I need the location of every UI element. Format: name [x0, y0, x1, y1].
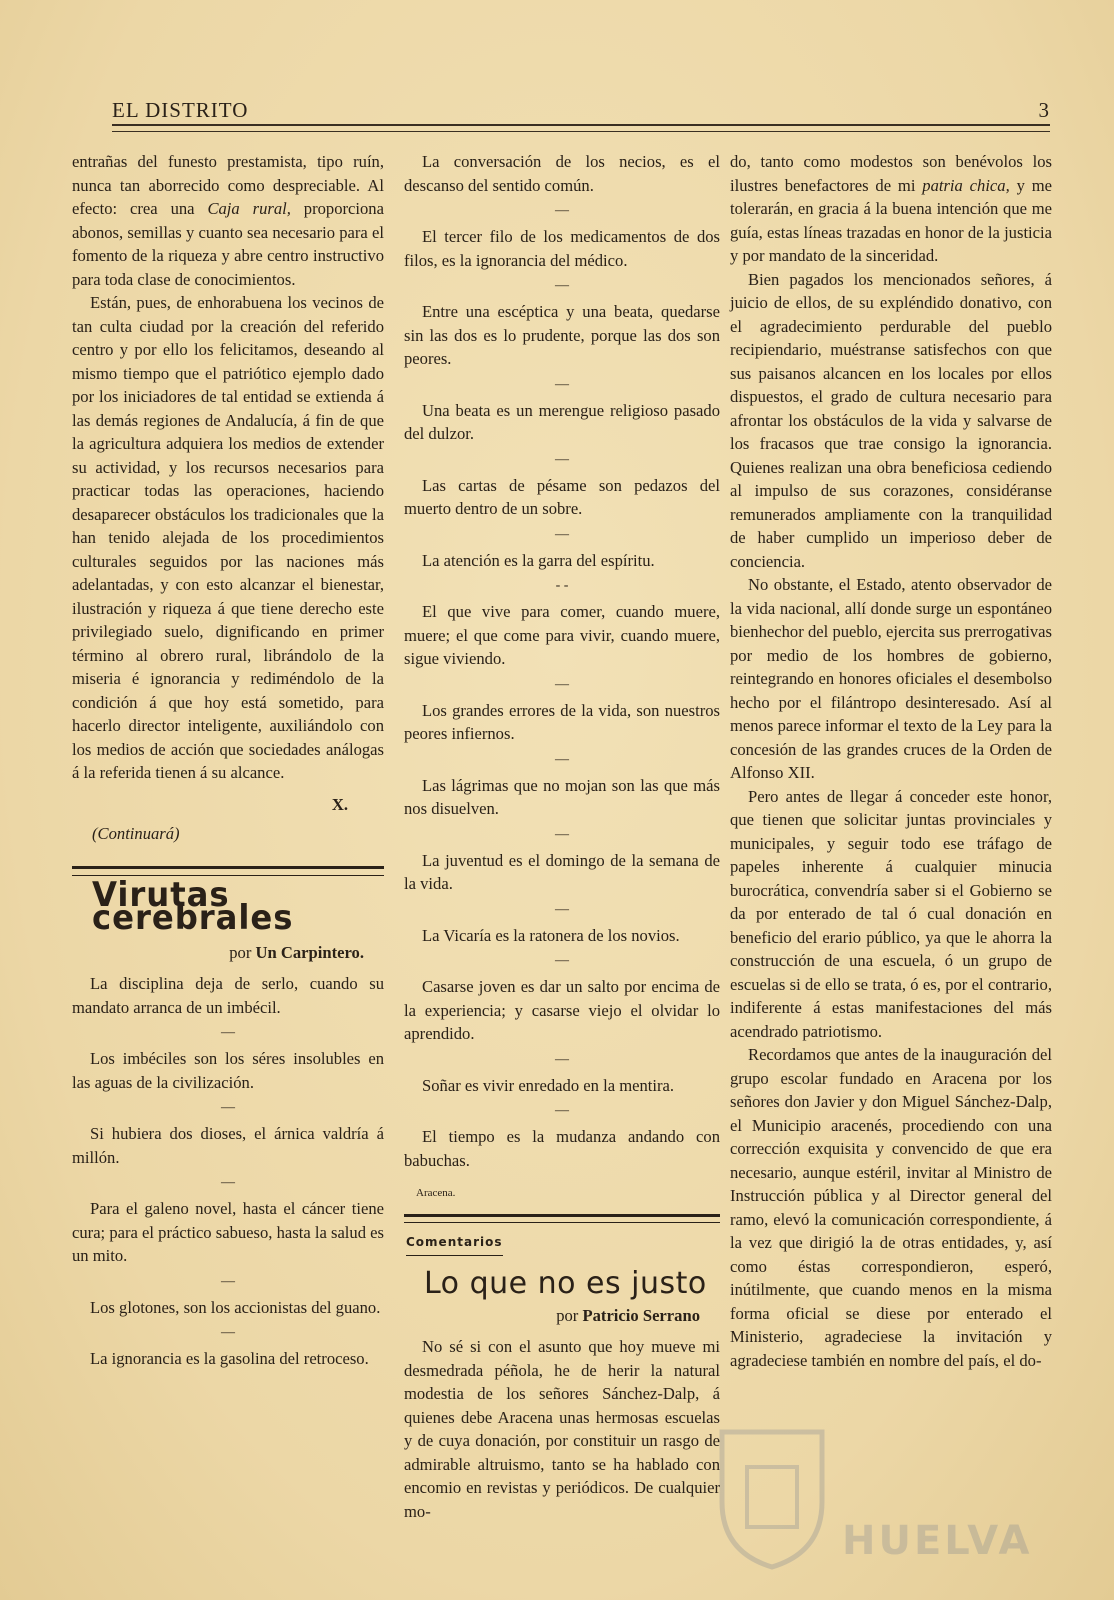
article-paragraph: No sé si con el asunto que hoy mueve mi desmedrada péñola, he de herir la natural modestia de los señores Sánchez-Dalp, á quienes debe Aracena unas hermosas escuelas y de cuya donación, por constituir un rasgo de admirable altruismo, tanto se ha hablado con encomio en revistas y periódicos. De cualquier mo-	[404, 1337, 720, 1521]
header-rule	[112, 124, 1050, 132]
article-paragraph: Están, pues, de enhorabuena los vecinos de tan culta ciudad por la creación del referido centro y por ello los felicitamos, deseando al mismo tiempo que el patriótico ejemplo dado por los iniciadores de tal entidad se extienda á las demás regiones de Andalucía, á fin de que la agricultura adquiera los medios de extender su actividad, y los recursos necesarios para practicar todas las operaciones, haciendo desaparecer obstáculos los tradicionales que la han tenido alejada de los procedimientos culturales seguidos por las naciones más adelantadas, y con esto alcanzar el bienestar, ilustración y riqueza á que tiene derecho este privilegiado suelo, dignificando en primer término al obrero rural, librándolo de la miseria é ignorancia y rediméndolo de la condición á que hoy está sometido, para hacerlo director inteligente, auxiliándolo con los medios de acción que sociedades análogas á la referida tienen á su alcance.	[72, 293, 384, 782]
column-3	[730, 150, 1052, 1372]
aphorism: Para el galeno novel, hasta el cáncer tiene cura; para el práctico sabueso, hasta la salud es un mito.	[72, 1199, 384, 1265]
page-number: 3	[1038, 98, 1050, 122]
separator-dash: - -	[555, 578, 569, 593]
column-2	[404, 150, 720, 1523]
separator-dash: —	[555, 901, 569, 917]
aphorism: El tiempo es la mudanza andando con babuchas.	[404, 1127, 720, 1170]
separator-dash: —	[221, 1025, 235, 1040]
continued-note: (Continuará)	[92, 824, 180, 843]
separator-dash: —	[555, 203, 569, 218]
section-kicker: Comentarios	[406, 1231, 503, 1257]
aphorism: Entre una escéptica y una beata, quedarse sin las dos es lo prudente, porque las dos son peores.	[404, 302, 720, 368]
archive-watermark	[712, 1422, 1033, 1582]
column-1	[72, 150, 384, 1371]
article-paragraph: No obstante, el Estado, atento observador de la vida nacional, allí donde surge un espontáneo bienhechor del pueblo, ejercita sus prerrogativas por medio de los hombres de gobierno, reintegrando en honores oficiales el desembolso hecho por el filántropo desinteresado. Así al menos parece informar el texto de la Ley para la concesión de las grandes cruces de la Orden de Alfonso XII.	[730, 575, 1052, 782]
aphorism: Una beata es un merengue religioso pasado del dulzor.	[404, 400, 720, 443]
separator-dash: —	[555, 826, 569, 842]
aphorism: Las cartas de pésame son pedazos del muerto dentro de un sobre.	[404, 475, 720, 518]
article-headline: Lo que no es justo	[424, 1266, 707, 1301]
article-paragraph: Pero antes de llegar á conceder este honor, que tienen que solicitar juntas provinciales y municipales, y seguir todo ese tráfago de papeles inherente á cualquier minucia burocrática, convendría saber si el Gobierno se da por enterado de tal ó cual donación en beneficio del erario público, ya que le ahorra la construcción de una escuela, ó un grupo de escuelas si de ello se trata, ó es, por el contrario, indiferente á estas manifestaciones del más acendrado patriotismo.	[730, 786, 1052, 1041]
aphorism: La atención es la garra del espíritu.	[422, 550, 655, 570]
separator-dash: —	[555, 376, 569, 392]
separator-dash: —	[555, 751, 569, 767]
aphorism: Los glotones, son los accionistas del guano.	[90, 1297, 381, 1317]
separator-dash: —	[221, 1273, 235, 1289]
aphorism: La disciplina deja de serlo, cuando su mandato arranca de un imbécil.	[72, 974, 384, 1017]
place-line: Aracena.	[416, 1187, 456, 1199]
watermark-text: HUELVA	[842, 1518, 1033, 1564]
section-title: Virutas cerebrales	[92, 874, 294, 938]
separator-dash: —	[555, 953, 569, 968]
aphorism: La conversación de los necios, es el descanso del sentido común.	[404, 152, 720, 195]
signature: X.	[331, 794, 348, 814]
article-paragraph: Bien pagados los mencionados señores, á juicio de ellos, de su expléndido donativo, con el agradecimiento perdurable del pueblo recipiendario, muéstranse satisfechos con que sus paisanos alcancen en los locales por ellos dispuestos, el grado de cultura necesario para afrontar los obstáculos de la vida y salvarse de los fracasos que trae consigo la ignorancia. Quienes realizan una obra beneficiosa cediendo al impulso de sus corazones, considéranse remunerados ampliamente con la tranquilidad de haber cumplido un imperioso deber de conciencia.	[730, 269, 1052, 571]
aphorism: Si hubiera dos dioses, el árnica valdría á millón.	[72, 1124, 384, 1167]
aphorism: La juventud es el domingo de la semana de la vida.	[404, 850, 720, 893]
aphorism: Soñar es vivir enredado en la mentira.	[422, 1075, 675, 1095]
separator-dash: —	[221, 1175, 235, 1190]
byline: por Patricio Serrano	[556, 1305, 700, 1325]
separator-dash: —	[555, 1103, 569, 1118]
separator-dash: —	[555, 451, 569, 467]
section-rule	[404, 1214, 720, 1223]
separator-dash: —	[555, 278, 569, 293]
separator-dash: —	[221, 1100, 235, 1115]
article-paragraph: Recordamos que antes de la inauguración del grupo escolar fundado en Aracena por los señores don Javier y don Miguel Sánchez-Dalp, el Municipio aracenés, procediendo con una corrección exquisita y convencido de que era necesario, aunque estéril, invitar al Ministro de Instrucción pública y al Director general del ramo, elevó la comunicación correspondiente, á la vez que dirigió la de otras entidades, y, así como éstas correspondieron, esperó, inútilmente, que cuando menos en la misma forma oficial se diese por enterado el Ministerio, agradeciese la invitación y agradeciese también en nombre del país, el do-	[730, 1045, 1052, 1370]
aphorism: Los imbéciles son los séres insolubles en las aguas de la civilización.	[72, 1049, 384, 1092]
aphorism: El que vive para comer, cuando muere, muere; el que come para vivir, cuando muere, sigue viviendo.	[404, 602, 720, 668]
aphorism: El tercer filo de los medicamentos de dos filos, es la ignorancia del médico.	[404, 227, 720, 270]
aphorism: La Vicaría es la ratonera de los novios.	[422, 925, 680, 945]
article-paragraph: do, tanto como modestos son benévolos los ilustres benefactores de mi patria chica, y me tolerarán, en gracia á la buena intención que me guía, estas líneas trazadas en honor de la justicia y por mandato de la sinceridad.	[730, 152, 1052, 265]
article-paragraph: entrañas del funesto prestamista, tipo ruín, nunca tan aborrecido como despreciable. Al efecto: crea una Caja rural, proporciona abonos, semillas y cuanto sea necesario para el fomento de la riqueza y abre centro instructivo para toda clase de conocimientos.	[72, 152, 384, 289]
newspaper-title: EL DISTRITO	[112, 98, 249, 122]
separator-dash: —	[221, 1325, 235, 1340]
separator-dash: —	[555, 1051, 569, 1067]
aphorism: La ignorancia es la gasolina del retroceso.	[90, 1349, 369, 1368]
aphorism: Los grandes errores de la vida, son nuestros peores infiernos.	[404, 700, 720, 743]
shield-icon	[712, 1422, 832, 1572]
aphorism: Las lágrimas que no mojan son las que más nos disuelven.	[404, 775, 720, 818]
byline: por Un Carpintero.	[229, 942, 364, 962]
separator-dash: —	[555, 526, 569, 542]
page-header	[112, 96, 1050, 124]
aphorism: Casarse joven es dar un salto por encima de la experiencia; y casarse viejo el olvidar lo aprendido.	[404, 977, 720, 1043]
separator-dash: —	[555, 676, 569, 692]
